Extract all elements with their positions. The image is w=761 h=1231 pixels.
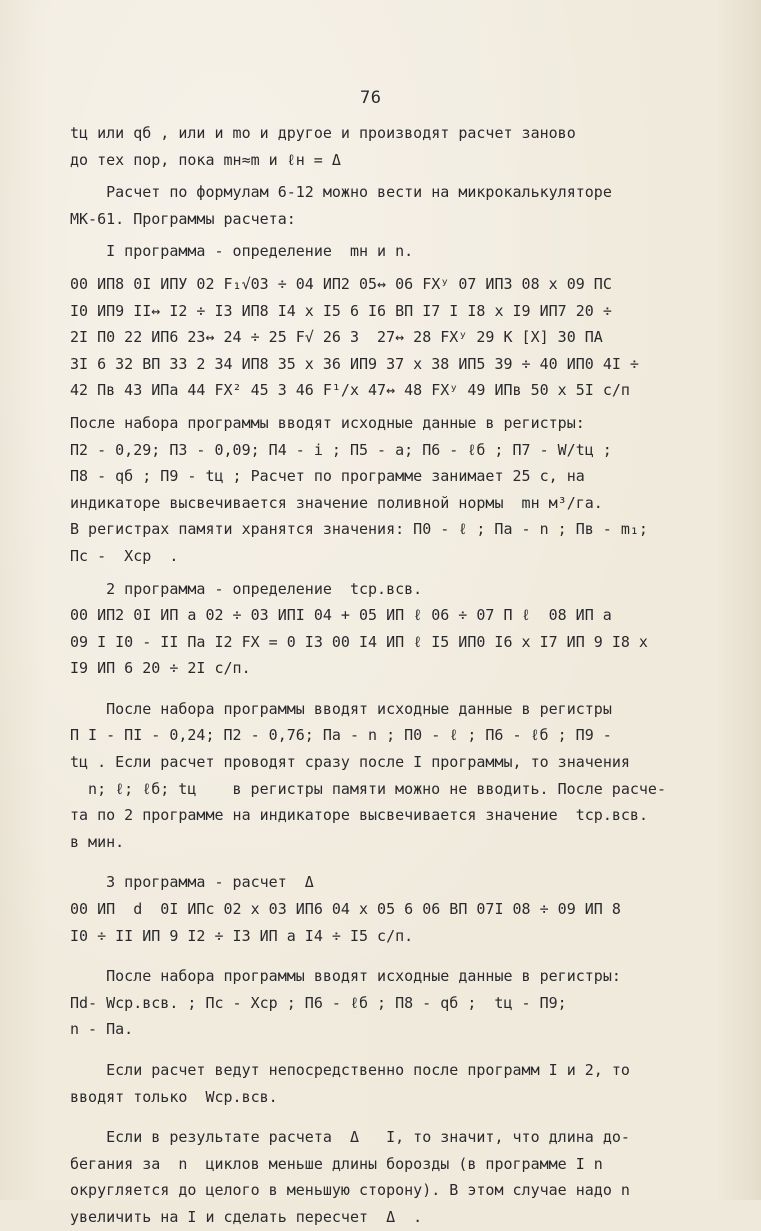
text-line: вводят только Wср.всв.: [70, 1087, 278, 1106]
paragraph-p5: [70, 410, 710, 570]
text-line: I программа - определение mн и n.: [70, 242, 414, 261]
text-line: 2 программа - определение tср.всв.: [70, 579, 423, 598]
paragraph-gap: [70, 1043, 710, 1057]
text-line: П I - ПI - 0,24; П2 - 0,76; Па - n ; П0 - ℓ ; П6 - ℓб ; П9 -: [70, 726, 612, 745]
text-line: в мин.: [70, 832, 125, 851]
text-line: МК-61. Программы расчета:: [70, 209, 296, 228]
text-line: Если расчет ведут непосредственно после программ I и 2, то: [70, 1061, 630, 1079]
text-line: та по 2 программе на индикаторе высвечивается значение tср.всв.: [70, 806, 648, 825]
text-line: 42 Пв 43 ИПа 44 FX² 45 3 46 F¹/x 47↔ 48 FXʸ 49 ИПв 50 x 5I с/п: [70, 381, 630, 400]
paragraph-p11: [70, 1124, 710, 1230]
paragraph-gap: [70, 855, 710, 869]
text-line: увеличить на I и сделать пересчет Δ .: [70, 1207, 423, 1226]
text-line: После набора программы вводят исходные данные в регистры:: [70, 413, 585, 432]
text-line: 00 ИП d 0I ИПс 02 x 03 ИП6 04 x 05 6 06 ВП 07I 08 ÷ 09 ИП 8: [70, 900, 621, 919]
paragraph-p1: [70, 120, 710, 173]
text-line: бегания за n циклов меньше длины борозды (в программе I n: [70, 1154, 603, 1173]
paragraph-gap: [70, 682, 710, 696]
paragraph-gap: [70, 1110, 710, 1124]
paragraph-p8: [70, 869, 710, 949]
text-line: I0 ÷ II ИП 9 I2 ÷ I3 ИП а I4 ÷ I5 с/п.: [70, 926, 414, 945]
text-line: Пd- Wср.всв. ; Пс - Xср ; П6 - ℓб ; П8 - qб ; tц - П9;: [70, 993, 567, 1012]
page-number: 76: [360, 88, 382, 108]
paragraph-p7: [70, 696, 710, 856]
text-line: 00 ИП2 0I ИП а 02 ÷ 03 ИПI 04 + 05 ИП ℓ 06 ÷ 07 П ℓ 08 ИП а: [70, 606, 612, 625]
text-line: В регистрах памяти хранятся значения: П0 - ℓ ; Па - n ; Пв - m₁;: [70, 520, 648, 539]
text-line: I0 ИП9 II↔ I2 ÷ I3 ИП8 I4 x I5 6 I6 ВП I7 I I8 x I9 ИП7 20 ÷: [70, 301, 612, 320]
text-line: 3I 6 32 ВП 33 2 34 ИП8 35 x 36 ИП9 37 x 38 ИП5 39 ÷ 40 ИП0 4I ÷: [70, 354, 639, 373]
text-line: округляется до целого в меньшую сторону). В этом случае надо n: [70, 1181, 630, 1200]
text-line: 00 ИП8 0I ИПУ 02 F₁√03 ÷ 04 ИП2 05↔ 06 FXʸ 07 ИП3 08 x 09 ПС: [70, 274, 612, 293]
text-line: до тех пор, пока mн≈m и ℓн = Δ: [70, 150, 341, 169]
paragraph-p6: [70, 576, 710, 682]
text-line: n - Па.: [70, 1020, 134, 1039]
text-line: П8 - qб ; П9 - tц ; Расчет по программе занимает 25 с, на: [70, 467, 585, 486]
paragraph-p10: [70, 1057, 710, 1110]
text-line: Пс - Xср .: [70, 546, 179, 565]
paragraph-p3: [70, 238, 710, 265]
text-line: После набора программы вводят исходные данные в регистры:: [70, 967, 621, 986]
text-line: n; ℓ; ℓб; tц в регистры памяти можно не вводить. После расче-: [70, 779, 666, 798]
text-line: tц . Если расчет проводят сразу после I программы, то значения: [70, 753, 630, 772]
text-line: tц или qб , или и mo и другое и производят расчет заново: [70, 124, 576, 142]
paragraph-gap: [70, 949, 710, 963]
body-text: [70, 120, 710, 1231]
paragraph-p4: [70, 271, 710, 404]
paragraph-p9: [70, 963, 710, 1043]
paragraph-p2: [70, 179, 710, 232]
text-line: 09 I I0 - II Па I2 FX = 0 I3 00 I4 ИП ℓ I5 ИП0 I6 x I7 ИП 9 I8 x: [70, 632, 648, 651]
text-line: индикаторе высвечивается значение поливной нормы mн м³/га.: [70, 493, 603, 512]
text-line: После набора программы вводят исходные данные в регистры: [70, 699, 612, 718]
text-line: Расчет по формулам 6-12 можно вести на микрокалькуляторе: [70, 183, 612, 202]
text-line: Если в результате расчета Δ I, то значит, что длина до-: [70, 1128, 630, 1147]
text-line: 3 программа - расчет Δ: [70, 873, 314, 892]
text-line: П2 - 0,29; П3 - 0,09; П4 - i ; П5 - а; П6 - ℓб ; П7 - W/tц ;: [70, 440, 612, 459]
text-line: 2I П0 22 ИП6 23↔ 24 ÷ 25 F√ 26 3 27↔ 28 FXʸ 29 K [X] 30 ПА: [70, 328, 603, 347]
text-line: I9 ИП 6 20 ÷ 2I с/п.: [70, 659, 251, 678]
